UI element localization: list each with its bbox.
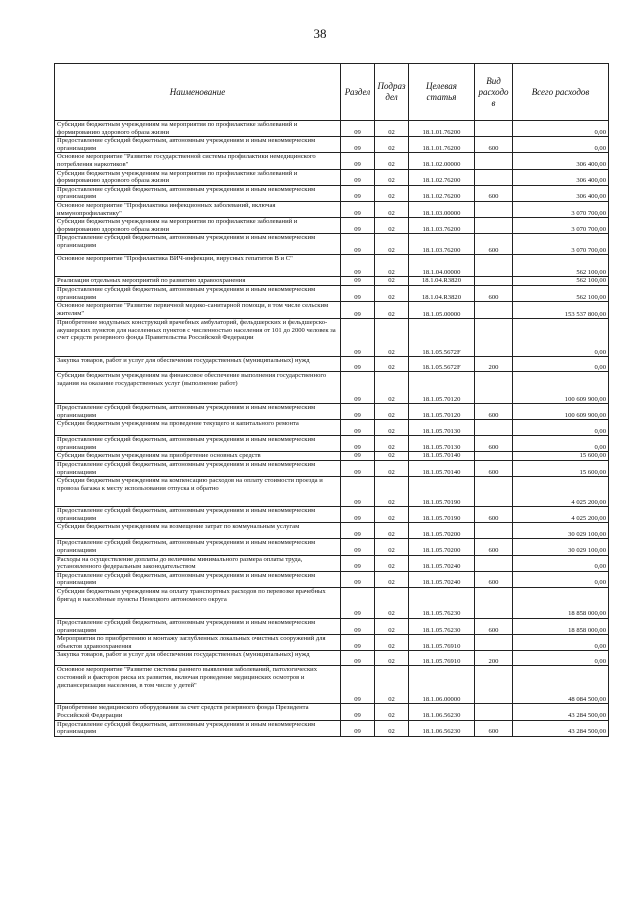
cell-target: 18.1.05.70120	[409, 404, 475, 420]
cell-razdel: 09	[341, 588, 375, 619]
cell-podrazdel: 02	[375, 619, 409, 635]
cell-target: 18.1.05.76910	[409, 635, 475, 651]
cell-podrazdel: 02	[375, 720, 409, 736]
cell-name: Приобретение модульных конструкций врачебных амбулаторий, фельдшерских и фельдшерско-акушерских пунктов для населенных пунктов с численностью населения от 101 до 2000 человек за счет средств резервного фонда Правительства Российской Федерации	[55, 319, 341, 357]
cell-razdel: 09	[341, 666, 375, 704]
cell-target: 18.1.04.R3820	[409, 277, 475, 286]
cell-vid: 600	[475, 571, 513, 587]
table-row	[55, 507, 609, 523]
cell-vid	[475, 201, 513, 217]
cell-total: 0,00	[513, 357, 609, 372]
cell-target: 18.1.04.00000	[409, 255, 475, 277]
table-row	[55, 523, 609, 539]
cell-vid	[475, 319, 513, 357]
table-row	[55, 153, 609, 169]
cell-name: Основное мероприятие "Развитие первичной медико-санитарной помощи, в том числе сельским жителям"	[55, 302, 341, 319]
cell-razdel: 09	[341, 651, 375, 666]
cell-name: Приобретение медицинского оборудования за счет средств резервного фонда Президента Российской Федерации	[55, 704, 341, 720]
cell-podrazdel: 02	[375, 302, 409, 319]
cell-target: 18.1.05.70190	[409, 507, 475, 523]
cell-vid: 200	[475, 651, 513, 666]
cell-total: 306 400,00	[513, 169, 609, 185]
cell-razdel: 09	[341, 436, 375, 452]
cell-name: Предоставление субсидий бюджетным, автономным учреждениям и иным некоммерческим организациям	[55, 185, 341, 201]
cell-target: 18.1.02.76200	[409, 185, 475, 201]
table-row	[55, 255, 609, 277]
cell-target: 18.1.05.5672F	[409, 319, 475, 357]
cell-name: Предоставление субсидий бюджетным, автономным учреждениям и иным некоммерческим организациям	[55, 571, 341, 587]
header-total: Всего расходов	[513, 64, 609, 121]
cell-vid	[475, 588, 513, 619]
cell-podrazdel: 02	[375, 651, 409, 666]
cell-total: 15 600,00	[513, 461, 609, 477]
cell-razdel: 09	[341, 285, 375, 301]
table-row	[55, 302, 609, 319]
cell-podrazdel: 02	[375, 452, 409, 461]
budget-table	[54, 63, 609, 737]
cell-total: 0,00	[513, 436, 609, 452]
cell-total: 3 070 700,00	[513, 234, 609, 255]
cell-name: Реализация отдельных мероприятий по развитию здравоохранения	[55, 277, 341, 286]
cell-target: 18.1.05.00000	[409, 302, 475, 319]
table-row	[55, 357, 609, 372]
cell-razdel: 09	[341, 302, 375, 319]
cell-vid: 600	[475, 461, 513, 477]
cell-razdel: 09	[341, 461, 375, 477]
cell-vid	[475, 523, 513, 539]
cell-vid: 600	[475, 185, 513, 201]
cell-vid	[475, 420, 513, 436]
cell-total: 100 609 900,00	[513, 404, 609, 420]
cell-total: 0,00	[513, 555, 609, 571]
cell-podrazdel: 02	[375, 169, 409, 185]
cell-vid: 600	[475, 507, 513, 523]
cell-podrazdel: 02	[375, 635, 409, 651]
cell-name: Закупка товаров, работ и услуг для обеспечения государственных (муниципальных) нужд	[55, 357, 341, 372]
cell-total: 153 537 800,00	[513, 302, 609, 319]
cell-razdel: 09	[341, 507, 375, 523]
cell-name: Предоставление субсидий бюджетным, автономным учреждениям и иным некоммерческим организациям	[55, 404, 341, 420]
cell-target: 18.1.05.76230	[409, 619, 475, 635]
cell-razdel: 09	[341, 357, 375, 372]
table-header-row	[55, 64, 609, 121]
cell-target: 18.1.05.70200	[409, 539, 475, 555]
table-row	[55, 539, 609, 555]
cell-total: 0,00	[513, 635, 609, 651]
cell-razdel: 09	[341, 169, 375, 185]
cell-name: Предоставление субсидий бюджетным, автономным учреждениям и иным некоммерческим организациям	[55, 720, 341, 736]
cell-podrazdel: 02	[375, 137, 409, 153]
cell-razdel: 09	[341, 635, 375, 651]
table-row	[55, 420, 609, 436]
cell-target: 18.1.05.76230	[409, 588, 475, 619]
cell-vid	[475, 255, 513, 277]
cell-total: 3 070 700,00	[513, 201, 609, 217]
table-row	[55, 319, 609, 357]
cell-name: Предоставление субсидий бюджетным, автономным учреждениям и иным некоммерческим организациям	[55, 507, 341, 523]
cell-target: 18.1.03.00000	[409, 201, 475, 217]
cell-podrazdel: 02	[375, 277, 409, 286]
cell-vid	[475, 169, 513, 185]
cell-razdel: 09	[341, 477, 375, 507]
cell-podrazdel: 02	[375, 539, 409, 555]
cell-podrazdel: 02	[375, 704, 409, 720]
cell-name: Предоставление субсидий бюджетным, автономным учреждениям и иным некоммерческим организациям	[55, 619, 341, 635]
cell-target: 18.1.05.70240	[409, 571, 475, 587]
cell-razdel: 09	[341, 420, 375, 436]
cell-total: 43 284 500,00	[513, 720, 609, 736]
table-row	[55, 720, 609, 736]
cell-total: 562 100,00	[513, 255, 609, 277]
table-row	[55, 436, 609, 452]
cell-podrazdel: 02	[375, 477, 409, 507]
cell-target: 18.1.05.5672F	[409, 357, 475, 372]
cell-total: 0,00	[513, 420, 609, 436]
cell-target: 18.1.05.70200	[409, 523, 475, 539]
table-row	[55, 461, 609, 477]
cell-target: 18.1.06.56230	[409, 704, 475, 720]
cell-vid: 200	[475, 357, 513, 372]
table-row	[55, 666, 609, 704]
cell-razdel: 09	[341, 137, 375, 153]
cell-name: Основное мероприятие "Развитие государственной системы профилактики немедицинского потребления наркотиков"	[55, 153, 341, 169]
cell-name: Субсидии бюджетным учреждениям на возмещение затрат по коммунальным услугам	[55, 523, 341, 539]
cell-target: 18.1.05.70190	[409, 477, 475, 507]
cell-name: Основное мероприятие "Профилактика ВИЧ-инфекции, вирусных гепатитов В и С"	[55, 255, 341, 277]
table-row	[55, 555, 609, 571]
cell-vid	[475, 666, 513, 704]
cell-vid	[475, 153, 513, 169]
cell-podrazdel: 02	[375, 201, 409, 217]
cell-podrazdel: 02	[375, 357, 409, 372]
cell-podrazdel: 02	[375, 372, 409, 404]
table-row	[55, 185, 609, 201]
table-row	[55, 619, 609, 635]
cell-name: Субсидии бюджетным учреждениям на приобретение основных средств	[55, 452, 341, 461]
cell-name: Предоставление субсидий бюджетным, автономным учреждениям и иным некоммерческим организациям	[55, 539, 341, 555]
cell-total: 30 029 100,00	[513, 539, 609, 555]
cell-total: 0,00	[513, 121, 609, 137]
cell-target: 18.1.02.00000	[409, 153, 475, 169]
cell-podrazdel: 02	[375, 461, 409, 477]
cell-name: Предоставление субсидий бюджетным, автономным учреждениям и иным некоммерческим организациям	[55, 234, 341, 255]
cell-target: 18.1.02.76200	[409, 169, 475, 185]
cell-total: 306 400,00	[513, 153, 609, 169]
cell-vid	[475, 452, 513, 461]
cell-target: 18.1.06.56230	[409, 720, 475, 736]
table-row	[55, 588, 609, 619]
cell-podrazdel: 02	[375, 507, 409, 523]
cell-name: Основное мероприятие "Профилактика инфекционных заболеваний, включая иммунопрофилактику"	[55, 201, 341, 217]
cell-total: 4 025 200,00	[513, 507, 609, 523]
cell-target: 18.1.05.70130	[409, 420, 475, 436]
cell-vid: 600	[475, 720, 513, 736]
cell-total: 100 609 900,00	[513, 372, 609, 404]
cell-razdel: 09	[341, 539, 375, 555]
cell-name: Предоставление субсидий бюджетным, автономным учреждениям и иным некоммерческим организациям	[55, 461, 341, 477]
cell-name: Расходы на осуществление доплаты до величины минимального размера оплаты труда, установленного федеральным законодательством	[55, 555, 341, 571]
cell-podrazdel: 02	[375, 420, 409, 436]
cell-podrazdel: 02	[375, 404, 409, 420]
table-row	[55, 277, 609, 286]
cell-target: 18.1.03.76200	[409, 218, 475, 234]
cell-total: 18 858 000,00	[513, 619, 609, 635]
table-row	[55, 571, 609, 587]
cell-target: 18.1.05.70130	[409, 436, 475, 452]
cell-name: Субсидии бюджетным учреждениям на оплату транспортных расходов по перевозке врачебных бригад в населённые пункты Ненецкого автономного округа	[55, 588, 341, 619]
cell-vid	[475, 277, 513, 286]
cell-podrazdel: 02	[375, 121, 409, 137]
cell-razdel: 09	[341, 185, 375, 201]
cell-name: Закупка товаров, работ и услуг для обеспечения государственных (муниципальных) нужд	[55, 651, 341, 666]
cell-razdel: 09	[341, 704, 375, 720]
header-vid: Вид расходо в	[475, 64, 513, 121]
cell-razdel: 09	[341, 234, 375, 255]
cell-vid: 600	[475, 137, 513, 153]
cell-razdel: 09	[341, 452, 375, 461]
cell-podrazdel: 02	[375, 218, 409, 234]
cell-razdel: 09	[341, 277, 375, 286]
cell-name: Субсидии бюджетным учреждениям на мероприятия по профилактике заболеваний и формированию здорового образа жизни	[55, 169, 341, 185]
cell-podrazdel: 02	[375, 555, 409, 571]
cell-total: 43 284 500,00	[513, 704, 609, 720]
cell-razdel: 09	[341, 523, 375, 539]
cell-total: 3 070 700,00	[513, 218, 609, 234]
cell-name: Субсидии бюджетным учреждениям на финансовое обеспечение выполнения государственного задания на оказание государственных услуг (выполнение работ)	[55, 372, 341, 404]
cell-target: 18.1.06.00000	[409, 666, 475, 704]
table-row	[55, 635, 609, 651]
cell-name: Предоставление субсидий бюджетным, автономным учреждениям и иным некоммерческим организациям	[55, 285, 341, 301]
cell-vid	[475, 477, 513, 507]
cell-razdel: 09	[341, 121, 375, 137]
cell-vid: 600	[475, 234, 513, 255]
table-row	[55, 121, 609, 137]
cell-total: 15 600,00	[513, 452, 609, 461]
cell-podrazdel: 02	[375, 436, 409, 452]
table-row	[55, 234, 609, 255]
cell-vid	[475, 704, 513, 720]
table-body	[55, 121, 609, 737]
cell-vid: 600	[475, 539, 513, 555]
cell-name: Субсидии бюджетным учреждениям на проведение текущего и капитального ремонта	[55, 420, 341, 436]
cell-target: 18.1.03.76200	[409, 234, 475, 255]
cell-name: Субсидии бюджетным учреждениям на мероприятия по профилактике заболеваний и формированию здорового образа жизни	[55, 218, 341, 234]
cell-total: 48 084 500,00	[513, 666, 609, 704]
cell-podrazdel: 02	[375, 255, 409, 277]
cell-total: 0,00	[513, 319, 609, 357]
table-row	[55, 218, 609, 234]
cell-total: 0,00	[513, 651, 609, 666]
cell-podrazdel: 02	[375, 588, 409, 619]
header-target: Целевая статья	[409, 64, 475, 121]
table-row	[55, 651, 609, 666]
table-row	[55, 285, 609, 301]
cell-razdel: 09	[341, 720, 375, 736]
cell-name: Предоставление субсидий бюджетным, автономным учреждениям и иным некоммерческим организациям	[55, 436, 341, 452]
cell-podrazdel: 02	[375, 319, 409, 357]
cell-vid: 600	[475, 285, 513, 301]
cell-vid: 600	[475, 619, 513, 635]
cell-podrazdel: 02	[375, 234, 409, 255]
cell-razdel: 09	[341, 619, 375, 635]
cell-razdel: 09	[341, 555, 375, 571]
cell-vid	[475, 372, 513, 404]
cell-vid	[475, 635, 513, 651]
cell-razdel: 09	[341, 218, 375, 234]
cell-target: 18.1.01.76200	[409, 121, 475, 137]
cell-target: 18.1.05.76910	[409, 651, 475, 666]
table-row	[55, 404, 609, 420]
cell-podrazdel: 02	[375, 285, 409, 301]
cell-podrazdel: 02	[375, 571, 409, 587]
cell-razdel: 09	[341, 571, 375, 587]
cell-razdel: 09	[341, 372, 375, 404]
cell-total: 0,00	[513, 571, 609, 587]
cell-razdel: 09	[341, 319, 375, 357]
cell-vid	[475, 218, 513, 234]
cell-target: 18.1.05.70120	[409, 372, 475, 404]
cell-target: 18.1.01.76200	[409, 137, 475, 153]
cell-total: 306 400,00	[513, 185, 609, 201]
cell-vid: 600	[475, 436, 513, 452]
header-name: Наименование	[55, 64, 341, 121]
cell-target: 18.1.04.R3820	[409, 285, 475, 301]
cell-vid: 600	[475, 404, 513, 420]
cell-podrazdel: 02	[375, 523, 409, 539]
cell-podrazdel: 02	[375, 153, 409, 169]
cell-razdel: 09	[341, 404, 375, 420]
cell-target: 18.1.05.70140	[409, 461, 475, 477]
table-row	[55, 201, 609, 217]
cell-target: 18.1.05.70240	[409, 555, 475, 571]
cell-podrazdel: 02	[375, 666, 409, 704]
cell-target: 18.1.05.70140	[409, 452, 475, 461]
cell-podrazdel: 02	[375, 185, 409, 201]
cell-name: Мероприятия по приобретению и монтажу заглубленных локальных очистных сооружений для объектов здравоохранения	[55, 635, 341, 651]
cell-total: 18 858 000,00	[513, 588, 609, 619]
header-podrazdel: Подраз дел	[375, 64, 409, 121]
cell-total: 30 029 100,00	[513, 523, 609, 539]
cell-vid	[475, 121, 513, 137]
cell-name: Предоставление субсидий бюджетным, автономным учреждениям и иным некоммерческим организациям	[55, 137, 341, 153]
cell-total: 4 025 200,00	[513, 477, 609, 507]
cell-name: Субсидии бюджетным учреждениям на мероприятия по профилактике заболеваний и формированию здорового образа жизни	[55, 121, 341, 137]
table-row	[55, 477, 609, 507]
cell-name: Субсидии бюджетным учреждениям на компенсацию расходов на оплату стоимости проезда и провоза багажа к месту использования отпуска и обратно	[55, 477, 341, 507]
cell-name: Основное мероприятие "Развитие системы раннего выявления заболеваний, патологических состояний и факторов риска их развития, включая проведение медицинских осмотров и диспансеризации населения, в том числе у детей"	[55, 666, 341, 704]
cell-razdel: 09	[341, 153, 375, 169]
table-row	[55, 137, 609, 153]
table-row	[55, 169, 609, 185]
cell-vid	[475, 555, 513, 571]
cell-razdel: 09	[341, 201, 375, 217]
table-row	[55, 372, 609, 404]
cell-razdel: 09	[341, 255, 375, 277]
cell-total: 0,00	[513, 137, 609, 153]
cell-total: 562 100,00	[513, 277, 609, 286]
cell-total: 562 100,00	[513, 285, 609, 301]
page-number: 38	[313, 26, 327, 41]
table-row	[55, 452, 609, 461]
table-row	[55, 704, 609, 720]
header-razdel: Раздел	[341, 64, 375, 121]
cell-vid	[475, 302, 513, 319]
